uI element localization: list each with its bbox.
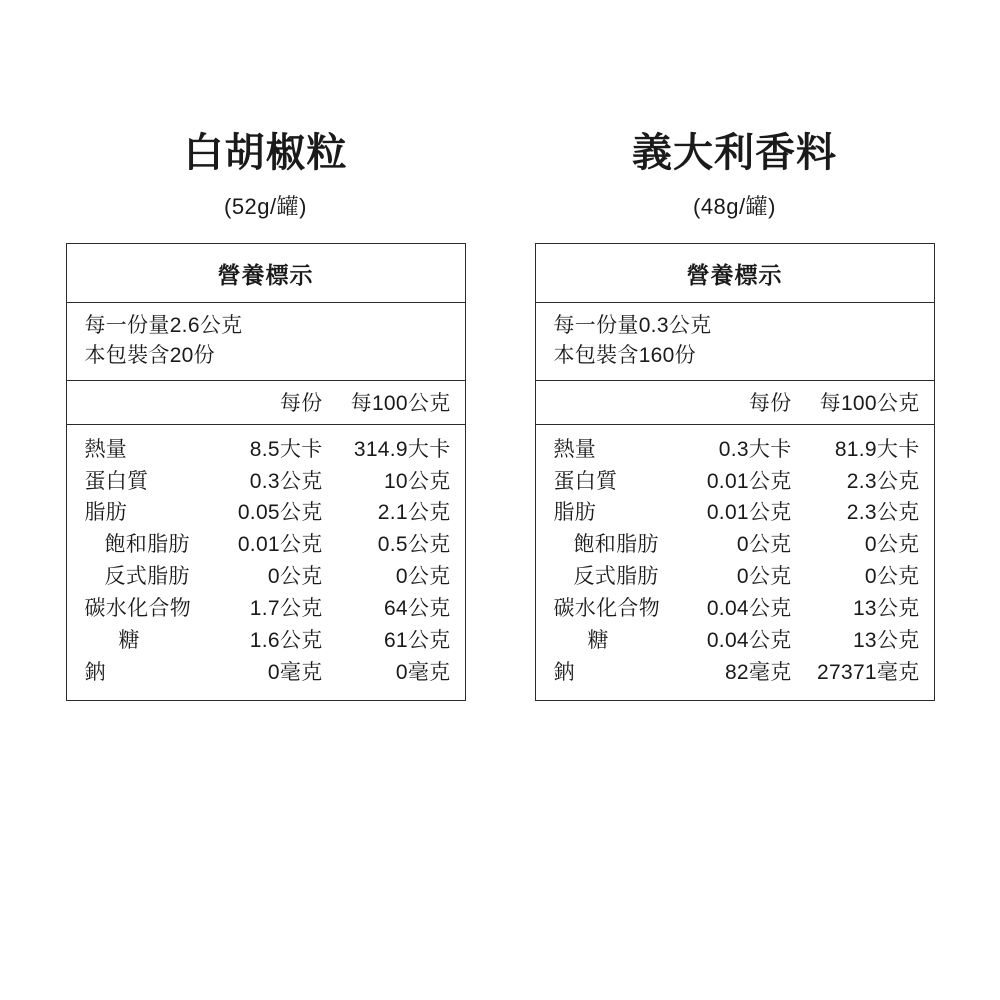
column-header-nutrient	[85, 387, 201, 417]
nutrition-table-header: 營養標示	[536, 244, 934, 303]
table-row	[85, 593, 451, 625]
nutrient-per-100g: 0公克	[864, 565, 920, 589]
table-row	[554, 466, 920, 498]
nutrient-name: 熱量	[84, 437, 128, 461]
product-panel-white-pepper	[53, 130, 478, 701]
nutrient-per-100g: 2.3公克	[846, 501, 920, 525]
column-header-per-100g: 每100公克	[350, 391, 451, 415]
nutrient-per-100g: 64公克	[383, 597, 451, 621]
nutrient-name: 飽和脂肪	[573, 533, 659, 557]
nutrient-per-serving: 0.05公克	[237, 501, 323, 525]
table-row	[85, 625, 451, 657]
nutrient-per-100g: 0公克	[864, 533, 920, 557]
nutrient-per-100g: 27371毫克	[817, 660, 920, 684]
panel-container	[0, 130, 1000, 701]
column-header-nutrient	[554, 387, 670, 417]
nutrient-per-100g: 2.3公克	[846, 469, 920, 493]
nutrient-name: 飽和脂肪	[104, 533, 190, 557]
nutrient-name: 糖	[587, 629, 609, 653]
nutrient-per-100g: 0.5公克	[377, 533, 451, 557]
column-header-row	[67, 381, 465, 425]
serving-info	[67, 303, 465, 381]
nutrient-per-serving: 82毫克	[724, 660, 792, 684]
nutrient-per-serving: 1.7公克	[249, 597, 323, 621]
table-row	[554, 434, 920, 466]
column-header-per-100g: 每100公克	[819, 391, 920, 415]
nutrient-per-serving: 0.04公克	[706, 629, 792, 653]
product-weight: (48g/罐)	[693, 194, 776, 219]
nutrient-per-100g: 0公克	[395, 565, 451, 589]
nutrient-per-serving: 0.04公克	[706, 597, 792, 621]
table-row	[85, 434, 451, 466]
nutrient-name: 脂肪	[84, 501, 128, 525]
table-row	[85, 657, 451, 689]
table-row	[554, 625, 920, 657]
serving-info	[536, 303, 934, 381]
product-title: 義大利香料	[632, 131, 837, 175]
table-row	[554, 529, 920, 561]
column-header-per-serving: 每份	[279, 391, 323, 415]
column-header-per-serving: 每份	[748, 391, 792, 415]
nutrient-per-serving: 0公克	[736, 533, 792, 557]
table-row	[554, 497, 920, 529]
nutrient-per-serving: 0.3大卡	[718, 437, 792, 461]
nutrient-per-100g: 314.9大卡	[353, 437, 451, 461]
nutrient-per-serving: 0.01公克	[706, 501, 792, 525]
product-title: 白胡椒粒	[183, 131, 348, 175]
nutrition-facts-table	[535, 243, 935, 701]
nutrient-name: 反式脂肪	[104, 565, 190, 589]
nutrient-per-serving: 0公克	[267, 565, 323, 589]
nutrition-facts-table	[66, 243, 466, 701]
table-row	[554, 657, 920, 689]
table-row	[85, 466, 451, 498]
nutrient-per-serving: 8.5大卡	[249, 437, 323, 461]
nutrient-per-100g: 0毫克	[395, 660, 451, 684]
nutrient-name: 糖	[118, 629, 140, 653]
serving-size: 每一份量0.3公克	[553, 314, 712, 337]
servings-per-container: 本包裝含20份	[84, 343, 215, 367]
nutrient-per-100g: 13公克	[852, 597, 920, 621]
nutrient-rows	[67, 425, 465, 700]
nutrient-name: 碳水化合物	[84, 597, 191, 621]
table-row	[85, 497, 451, 529]
product-weight: (52g/罐)	[224, 194, 307, 219]
nutrient-per-100g: 13公克	[852, 629, 920, 653]
table-row	[85, 561, 451, 593]
table-row	[554, 593, 920, 625]
nutrient-name: 蛋白質	[84, 469, 149, 493]
servings-per-container: 本包裝含160份	[553, 343, 696, 367]
nutrient-rows	[536, 425, 934, 700]
nutrient-name: 鈉	[553, 660, 575, 684]
table-row	[554, 561, 920, 593]
nutrient-name: 蛋白質	[553, 469, 618, 493]
nutrient-per-100g: 10公克	[383, 469, 451, 493]
column-header-row	[536, 381, 934, 425]
nutrient-name: 脂肪	[553, 501, 597, 525]
nutrient-per-serving: 0.01公克	[237, 533, 323, 557]
nutrient-per-100g: 81.9大卡	[834, 437, 920, 461]
nutrient-per-serving: 0毫克	[267, 660, 323, 684]
nutrient-per-serving: 0.3公克	[249, 469, 323, 493]
table-row	[85, 529, 451, 561]
serving-size: 每一份量2.6公克	[84, 314, 243, 337]
nutrient-per-serving: 1.6公克	[249, 629, 323, 653]
nutrient-name: 反式脂肪	[573, 565, 659, 589]
nutrition-table-header: 營養標示	[67, 244, 465, 303]
nutrient-per-100g: 61公克	[383, 629, 451, 653]
nutrient-name: 碳水化合物	[553, 597, 660, 621]
nutrient-per-serving: 0.01公克	[706, 469, 792, 493]
nutrient-name: 鈉	[84, 660, 106, 684]
product-panel-italian-herbs	[522, 130, 947, 701]
nutrient-per-100g: 2.1公克	[377, 501, 451, 525]
nutrient-name: 熱量	[553, 437, 597, 461]
nutrient-per-serving: 0公克	[736, 565, 792, 589]
